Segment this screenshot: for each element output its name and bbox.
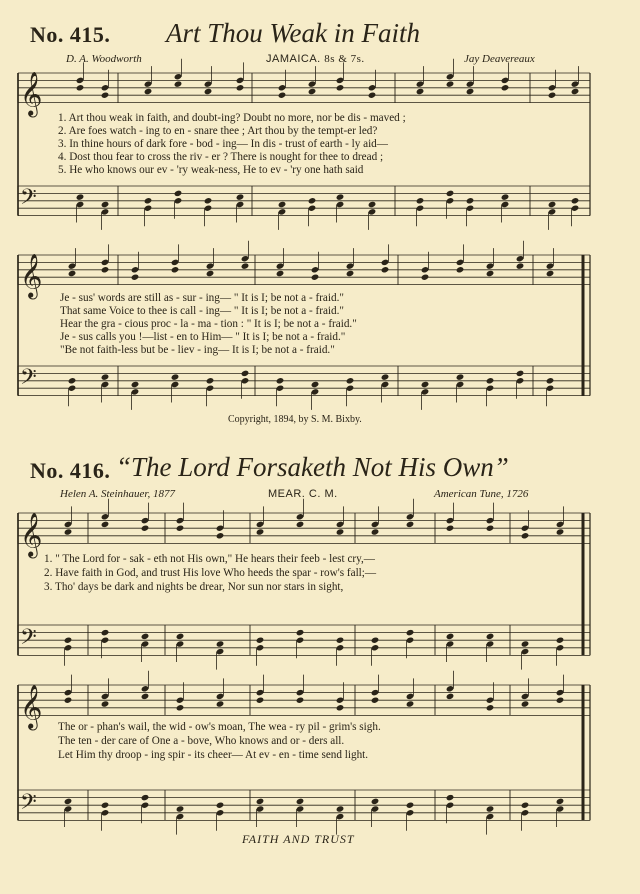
note-head (101, 266, 110, 273)
note-head (516, 262, 525, 269)
note-head (406, 521, 415, 528)
note-head (101, 373, 110, 380)
note-head (141, 525, 150, 532)
note-head (144, 80, 153, 87)
note-head (368, 92, 377, 99)
page-footer-section: FAITH AND TRUST (242, 832, 355, 846)
note-head (174, 197, 183, 204)
note-head (296, 521, 305, 528)
note-head (144, 205, 153, 212)
note-head (336, 201, 345, 208)
note-head (521, 693, 530, 700)
note-head (174, 190, 183, 197)
bass-clef: 𝄢 (20, 185, 37, 216)
note-head (68, 262, 77, 269)
hymn-416-title: “The Lord Forsaketh Not His Own” (116, 452, 509, 482)
note-head (64, 798, 73, 805)
note-head (76, 201, 85, 208)
note-head (421, 274, 430, 281)
note-head (278, 92, 287, 99)
note-head (241, 262, 250, 269)
note-head (276, 385, 285, 392)
treble-clef: 𝄞 (20, 684, 43, 729)
note-head (521, 700, 530, 707)
note-head (336, 813, 345, 820)
note-head (176, 640, 185, 647)
note-head (204, 88, 213, 95)
note-head (521, 802, 530, 809)
note-head (171, 381, 180, 388)
note-head (311, 388, 320, 395)
note-head (346, 385, 355, 392)
note-head (176, 813, 185, 820)
note-head (556, 798, 565, 805)
bass-clef: 𝄢 (20, 365, 37, 396)
note-head (446, 525, 455, 532)
note-head (336, 704, 345, 711)
note-head (501, 84, 510, 91)
lyric-line: 5. He who knows our ev - 'ry weak-ness, He to ev - 'ry one hath said (58, 164, 364, 176)
note-head (176, 633, 185, 640)
note-head (548, 92, 557, 99)
note-head (141, 517, 150, 524)
note-head (371, 805, 380, 812)
note-head (556, 689, 565, 696)
note-head (486, 525, 495, 532)
note-head (466, 197, 475, 204)
note-head (501, 201, 510, 208)
note-head (548, 208, 557, 215)
note-head (381, 381, 390, 388)
note-head (68, 377, 77, 384)
note-head (101, 513, 110, 520)
note-head (571, 197, 580, 204)
note-head (141, 693, 150, 700)
note-head (216, 802, 225, 809)
note-head (571, 88, 580, 95)
hymn-416-verse-block-1 (44, 552, 376, 594)
hymn-416-verse-block-2 (58, 720, 381, 762)
note-head (446, 80, 455, 87)
note-head (556, 637, 565, 644)
note-head (486, 805, 495, 812)
note-head (516, 255, 525, 262)
note-head (486, 377, 495, 384)
note-head (241, 370, 250, 377)
note-head (64, 528, 73, 535)
note-head (278, 84, 287, 91)
note-head (171, 373, 180, 380)
hymn-415-verse-block-2 (60, 292, 357, 357)
note-head (556, 697, 565, 704)
note-head (371, 689, 380, 696)
note-head (336, 521, 345, 528)
note-head (308, 80, 317, 87)
note-head (521, 640, 530, 647)
note-head (204, 197, 213, 204)
note-head (216, 693, 225, 700)
note-head (371, 697, 380, 704)
note-head (256, 528, 265, 535)
note-head (276, 262, 285, 269)
note-head (101, 201, 110, 208)
lyric-line: 3. Tho' days be dark and nights be drear, Nor sun nor stars in sight, (44, 581, 344, 593)
note-head (548, 84, 557, 91)
lyric-line: 3. In thine hours of dark fore - bod - ing— In dis - trust of earth - ly aid— (58, 138, 388, 150)
note-head (206, 262, 215, 269)
note-head (336, 193, 345, 200)
note-head (101, 521, 110, 528)
note-head (381, 373, 390, 380)
note-head (421, 266, 430, 273)
note-head (278, 201, 287, 208)
note-head (486, 517, 495, 524)
note-head (466, 80, 475, 87)
note-head (368, 208, 377, 215)
note-head (308, 197, 317, 204)
note-head (421, 388, 430, 395)
lyric-line: "Be not faith-less but be - liev - ing— It is I; be not a - fraid." (60, 344, 335, 356)
note-head (501, 77, 510, 84)
note-head (501, 193, 510, 200)
lyric-line: 2. Have faith in God, and trust His love Who heeds the spar - row's fall;— (44, 567, 377, 579)
note-head (256, 689, 265, 696)
note-head (241, 255, 250, 262)
note-head (336, 644, 345, 651)
note-head (486, 262, 495, 269)
hymn-415-author: D. A. Woodworth (66, 53, 142, 65)
note-head (516, 377, 525, 384)
note-head (296, 513, 305, 520)
note-head (241, 377, 250, 384)
note-head (256, 697, 265, 704)
hymn-416-number: No. 416. (30, 458, 111, 483)
note-head (64, 697, 73, 704)
note-head (216, 648, 225, 655)
note-head (521, 525, 530, 532)
note-head (296, 697, 305, 704)
note-head (144, 197, 153, 204)
note-head (101, 629, 110, 636)
note-head (446, 633, 455, 640)
bass-clef: 𝄢 (20, 624, 37, 655)
note-head (206, 385, 215, 392)
lyric-line: 2. Are foes watch - ing to en - snare thee ; Art thou by the tempt-er led? (58, 125, 378, 137)
lyric-line: The ten - der care of One a - bove, Who knows and or - ders all. (58, 735, 345, 747)
note-head (131, 381, 140, 388)
hymn-416-composer: American Tune, 1726 (434, 488, 529, 500)
note-head (466, 205, 475, 212)
note-head (256, 798, 265, 805)
note-head (416, 205, 425, 212)
note-head (556, 521, 565, 528)
note-head (406, 637, 415, 644)
note-head (101, 84, 110, 91)
note-head (446, 693, 455, 700)
note-head (236, 201, 245, 208)
note-head (336, 77, 345, 84)
note-head (421, 381, 430, 388)
note-head (486, 633, 495, 640)
note-head (516, 370, 525, 377)
note-head (521, 532, 530, 539)
note-head (416, 80, 425, 87)
note-head (131, 274, 140, 281)
note-head (216, 700, 225, 707)
note-head (171, 259, 180, 266)
note-head (308, 205, 317, 212)
lyric-line: The or - phan's wail, the wid - ow's moan, The wea - ry pil - grim's sigh. (58, 721, 381, 733)
note-head (101, 802, 110, 809)
note-head (216, 532, 225, 539)
tune-meter: C. M. (308, 488, 338, 500)
note-head (64, 637, 73, 644)
note-head (68, 270, 77, 277)
note-head (346, 270, 355, 277)
note-head (571, 205, 580, 212)
note-head (521, 648, 530, 655)
note-head (571, 80, 580, 87)
note-head (101, 637, 110, 644)
note-head (101, 259, 110, 266)
note-head (346, 262, 355, 269)
lyric-line: 1. " The Lord for - sak - eth not His own," He hears their feeb - lest cry,— (44, 553, 375, 565)
note-head (486, 270, 495, 277)
note-head (406, 802, 415, 809)
note-head (101, 208, 110, 215)
note-head (141, 802, 150, 809)
note-head (521, 809, 530, 816)
hymn-416-tune (268, 488, 338, 500)
note-head (204, 205, 213, 212)
note-head (371, 528, 380, 535)
note-head (278, 208, 287, 215)
note-head (446, 73, 455, 80)
note-head (64, 805, 73, 812)
note-head (416, 197, 425, 204)
note-head (486, 697, 495, 704)
note-head (486, 704, 495, 711)
note-head (486, 385, 495, 392)
note-head (546, 262, 555, 269)
lyric-line: Hear the gra - cious proc - la - ma - tion : " It is I; be not a - fraid." (60, 318, 357, 330)
note-head (546, 270, 555, 277)
tune-name: JAMAICA. (266, 53, 321, 65)
note-head (311, 274, 320, 281)
note-head (406, 700, 415, 707)
note-head (101, 809, 110, 816)
note-head (446, 190, 455, 197)
note-head (176, 805, 185, 812)
note-head (276, 377, 285, 384)
note-head (236, 77, 245, 84)
note-head (336, 84, 345, 91)
note-head (546, 385, 555, 392)
note-head (371, 644, 380, 651)
note-head (256, 644, 265, 651)
note-head (216, 640, 225, 647)
note-head (406, 629, 415, 636)
note-head (446, 794, 455, 801)
note-head (176, 697, 185, 704)
note-head (446, 517, 455, 524)
note-head (556, 644, 565, 651)
note-head (406, 809, 415, 816)
hymn-415-composer: Jay Deavereaux (464, 53, 535, 65)
note-head (486, 813, 495, 820)
note-head (204, 80, 213, 87)
note-head (176, 517, 185, 524)
hymn-416-author: Helen A. Steinhauer, 1877 (60, 488, 175, 500)
treble-clef: 𝄞 (20, 512, 43, 557)
lyric-line: Je - sus' words are still as - sur - ing— " It is I; be not a - fraid." (60, 292, 344, 304)
hymn-415-verse-block-1 (58, 112, 406, 177)
note-head (406, 513, 415, 520)
lyric-line: That same Voice to thee is call - ing— " It is I; be not a - fraid." (60, 305, 344, 317)
note-head (308, 88, 317, 95)
note-head (311, 381, 320, 388)
treble-clef: 𝄞 (20, 253, 43, 298)
note-head (141, 633, 150, 640)
note-head (336, 637, 345, 644)
note-head (141, 640, 150, 647)
note-head (101, 693, 110, 700)
note-head (406, 693, 415, 700)
note-head (336, 805, 345, 812)
lyric-line: Je - sus calls you !—list - en to Him— " It is I; be not a - fraid." (60, 331, 346, 343)
note-head (64, 689, 73, 696)
note-head (456, 381, 465, 388)
note-head (64, 644, 73, 651)
tune-name: MEAR. (268, 488, 306, 500)
note-head (76, 84, 85, 91)
note-head (446, 685, 455, 692)
tune-meter: 8s & 7s. (324, 53, 365, 65)
note-head (101, 381, 110, 388)
hymn-415-number: No. 415. (30, 22, 111, 47)
note-head (486, 640, 495, 647)
note-head (368, 201, 377, 208)
note-head (548, 201, 557, 208)
note-head (556, 805, 565, 812)
note-head (64, 521, 73, 528)
lyric-line: 4. Dost thou fear to cross the riv - er ? There is nought for thee to dread ; (58, 151, 384, 163)
note-head (171, 266, 180, 273)
note-head (446, 197, 455, 204)
note-head (141, 685, 150, 692)
note-head (456, 373, 465, 380)
note-head (371, 798, 380, 805)
note-head (416, 88, 425, 95)
note-head (296, 798, 305, 805)
note-head (144, 88, 153, 95)
note-head (236, 193, 245, 200)
note-head (456, 266, 465, 273)
note-head (174, 73, 183, 80)
hymn-415-title: Art Thou Weak in Faith (166, 18, 420, 48)
note-head (131, 266, 140, 273)
note-head (336, 697, 345, 704)
note-head (236, 84, 245, 91)
note-head (346, 377, 355, 384)
note-head (296, 805, 305, 812)
note-head (371, 521, 380, 528)
note-head (466, 88, 475, 95)
note-head (311, 266, 320, 273)
note-head (296, 689, 305, 696)
note-head (131, 388, 140, 395)
note-head (276, 270, 285, 277)
note-head (101, 700, 110, 707)
note-head (216, 809, 225, 816)
note-head (174, 80, 183, 87)
note-head (68, 385, 77, 392)
note-head (206, 270, 215, 277)
hymn-415-copyright: Copyright, 1894, by S. M. Bixby. (228, 414, 362, 425)
note-head (206, 377, 215, 384)
bass-clef: 𝄢 (20, 789, 37, 820)
note-head (296, 637, 305, 644)
note-head (446, 640, 455, 647)
lyric-line: Let Him thy droop - ing spir - its cheer— At ev - en - time send light. (58, 749, 369, 761)
note-head (296, 629, 305, 636)
note-head (176, 704, 185, 711)
note-head (141, 794, 150, 801)
note-head (556, 528, 565, 535)
note-head (368, 84, 377, 91)
note-head (176, 525, 185, 532)
lyric-line: 1. Art thou weak in faith, and doubt-ing? Doubt no more, nor be dis - maved ; (58, 112, 406, 124)
treble-clef: 𝄞 (20, 71, 43, 116)
note-head (381, 259, 390, 266)
note-head (76, 77, 85, 84)
note-head (381, 266, 390, 273)
note-head (371, 637, 380, 644)
note-head (546, 377, 555, 384)
note-head (336, 528, 345, 535)
note-head (256, 805, 265, 812)
note-head (216, 525, 225, 532)
note-head (256, 637, 265, 644)
note-head (446, 802, 455, 809)
note-head (76, 193, 85, 200)
note-head (456, 259, 465, 266)
note-head (101, 92, 110, 99)
note-head (256, 521, 265, 528)
